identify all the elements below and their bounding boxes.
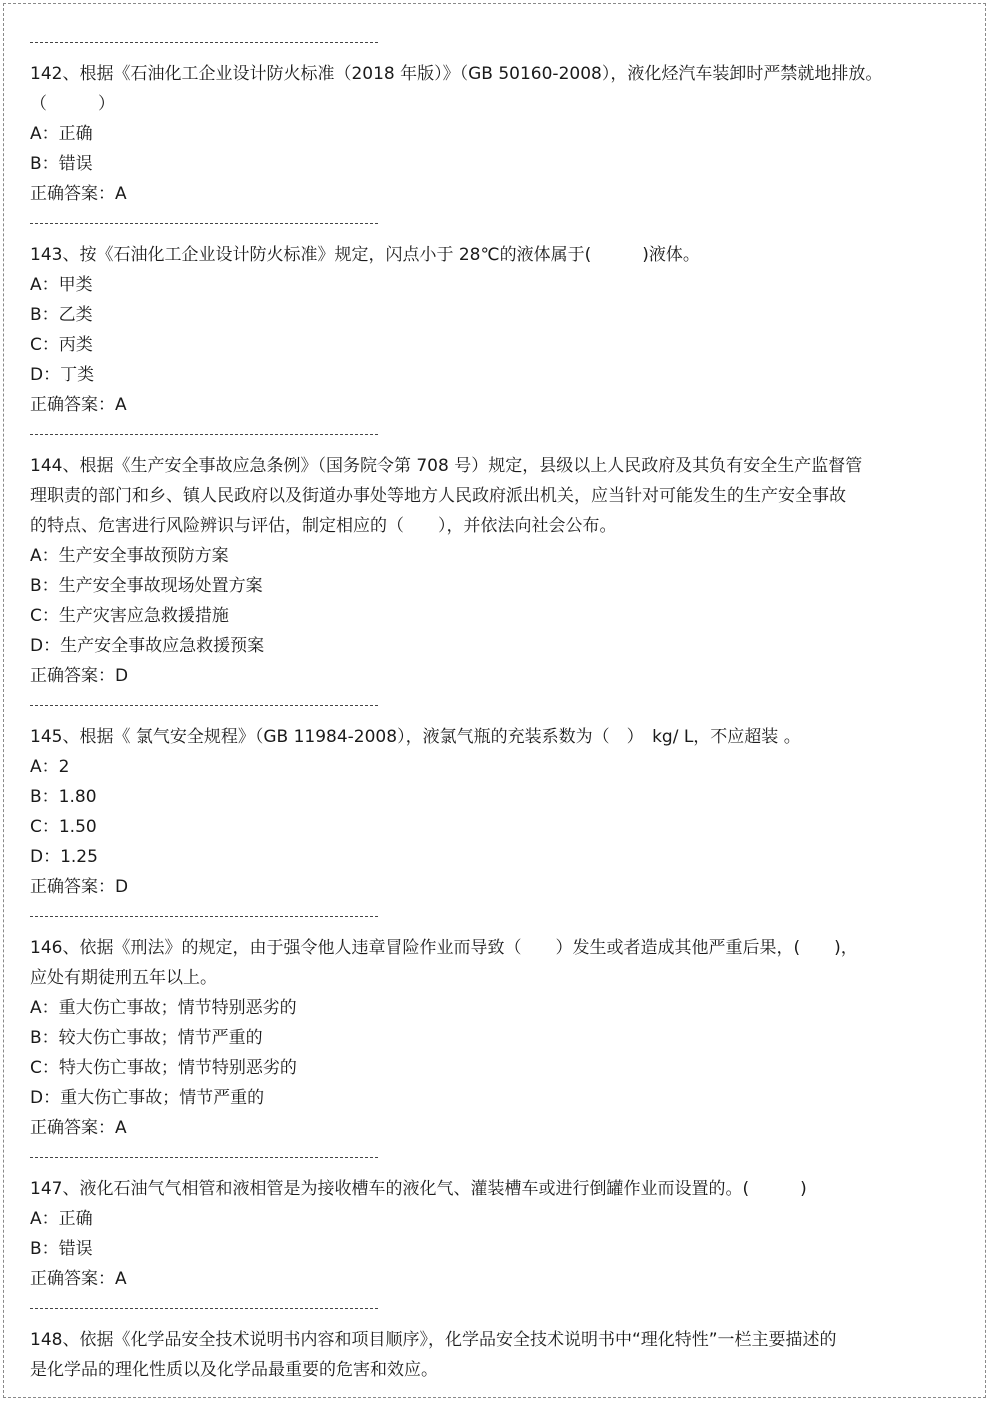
question-147 <box>30 1174 910 1294</box>
question-stem: 143、按《石油化工企业设计防火标准》规定，闪点小于 28℃的液体属于( )液体。 <box>30 245 700 265</box>
separator <box>30 1157 378 1159</box>
separator <box>30 42 378 44</box>
option-a: A：甲类 <box>30 275 93 295</box>
separator <box>30 705 378 707</box>
separator <box>30 223 378 225</box>
question-145 <box>30 722 910 902</box>
question-stem: 142、根据《石油化工企业设计防火标准（2018 年版）》（GB 50160-2008），液化烃汽车装卸时严禁就地排放。 <box>30 64 883 84</box>
question-143 <box>30 240 910 420</box>
correct-answer: 正确答案：A <box>30 184 127 204</box>
option-b: B：乙类 <box>30 305 93 325</box>
option-a: A：重大伤亡事故；情节特别恶劣的 <box>30 998 297 1018</box>
option-b: B：1.80 <box>30 787 97 807</box>
question-stem: 理职责的部门和乡、镇人民政府以及街道办事处等地方人民政府派出机关，应当针对可能发生的生产安全事故 <box>30 486 846 506</box>
question-stem: 应处有期徒刑五年以上。 <box>30 968 217 988</box>
question-stem: 146、依据《刑法》的规定，由于强令他人违章冒险作业而导致（ ）发生或者造成其他严重后果，( )， <box>30 938 858 958</box>
separator <box>30 434 378 436</box>
option-a: A：正确 <box>30 1209 93 1229</box>
option-d: D：1.25 <box>30 847 98 867</box>
option-c: C：1.50 <box>30 817 97 837</box>
option-b: B：错误 <box>30 1239 93 1259</box>
option-c: C：特大伤亡事故；情节特别恶劣的 <box>30 1058 297 1078</box>
separator <box>30 916 378 918</box>
option-c: C：生产灾害应急救援措施 <box>30 606 229 626</box>
question-stem: 148、依据《化学品安全技术说明书内容和项目顺序》，化学品安全技术说明书中“理化特性”一栏主要描述的 <box>30 1330 837 1350</box>
option-b: B：较大伤亡事故；情节严重的 <box>30 1028 263 1048</box>
question-144 <box>30 451 910 691</box>
question-stem: 145、根据《 氯气安全规程》（GB 11984-2008），液氯气瓶的充装系数为（ ） kg/ L，不应超装 。 <box>30 727 801 747</box>
option-a: A：生产安全事故预防方案 <box>30 546 229 566</box>
question-stem: （ ） <box>30 94 115 114</box>
option-b: B：生产安全事故现场处置方案 <box>30 576 263 596</box>
option-a: A：正确 <box>30 124 93 144</box>
correct-answer: 正确答案：A <box>30 1269 127 1289</box>
correct-answer: 正确答案：A <box>30 1118 127 1138</box>
question-146 <box>30 933 910 1143</box>
option-d: D：丁类 <box>30 365 95 385</box>
option-b: B：错误 <box>30 154 93 174</box>
question-142 <box>30 59 910 209</box>
option-a: A：2 <box>30 757 70 777</box>
correct-answer: 正确答案：D <box>30 666 129 686</box>
correct-answer: 正确答案：A <box>30 395 127 415</box>
question-stem: 的特点、危害进行风险辨识与评估，制定相应的（ ），并依法向社会公布。 <box>30 516 617 536</box>
question-stem: 144、根据《生产安全事故应急条例》（国务院令第 708 号）规定，县级以上人民政府及其负有安全生产监督管 <box>30 456 863 476</box>
option-c: C：丙类 <box>30 335 93 355</box>
question-stem: 是化学品的理化性质以及化学品最重要的危害和效应。 <box>30 1360 438 1380</box>
question-list <box>30 28 910 1385</box>
separator <box>30 1308 378 1310</box>
option-d: D：生产安全事故应急救援预案 <box>30 636 265 656</box>
option-d: D：重大伤亡事故；情节严重的 <box>30 1088 265 1108</box>
correct-answer: 正确答案：D <box>30 877 129 897</box>
question-stem: 147、液化石油气气相管和液相管是为接收槽车的液化气、灌装槽车或进行倒罐作业而设置的。( ) <box>30 1179 807 1199</box>
question-148 <box>30 1325 910 1385</box>
